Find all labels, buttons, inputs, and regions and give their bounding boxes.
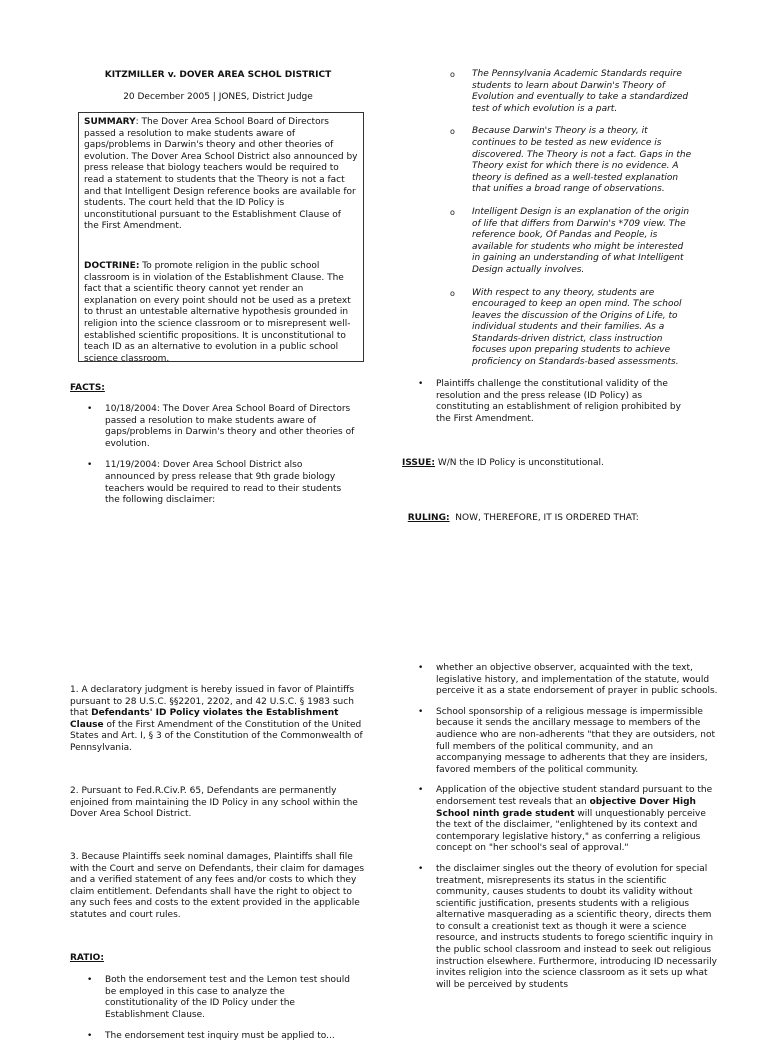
order-paragraph-2: 2. Pursuant to Fed.R.Civ.P. 65, Defendants are permanently enjoined from maintaining the ID Policy in any school within the Dover Area School District. <box>70 786 358 820</box>
doctrine-text: To promote religion in the public school classroom is in violation of the Establishment Clause. The fact that a scientific theory cannot yet render an explanation on every point should not be used as a pretext to thrust an untestable alternative hypothesis grounded in religion into the science classroom or to misrepresent well-established scientific propositions. It is unconstitutional to teach ID as an alternative to evolution in a public school science classroom. <box>84 260 351 364</box>
list-item: • whether an objective observer, acquainted with the text, legislative history, and implementation of the statute, would perceive it as a state endorsement of prayer in public schools. <box>418 663 718 697</box>
date-judge-line: 20 December 2005 | JONES, District Judge <box>123 92 313 102</box>
order-1-text-end: of the First Amendment of the Constitution of the United States and Art. I, § 3 of the Constitution of the Commonwealth of Pennsylvania. <box>70 719 363 753</box>
ruling-label: RULING: <box>407 512 450 523</box>
analysis-text: whether an objective observer, acquainted with the text, legislative history, and implementation of the statute, would perceive it as a state endorsement of prayer in public schools. <box>436 663 718 697</box>
doctrine-paragraph <box>84 261 358 365</box>
disclaimer-text: The Pennsylvania Academic Standards require students to learn about Darwin's Theory of Evolution and eventually to take a standardized test of which evolution is a part. <box>472 69 689 114</box>
challenge-list <box>418 379 698 425</box>
summary-label: SUMMARY <box>84 117 136 127</box>
ruling-text: NOW, THEREFORE, IT IS ORDERED THAT: <box>449 512 639 523</box>
analysis-text: Application of the objective student standard pursuant to the endorsement test reveals that an <box>436 785 713 807</box>
list-item: • 11/19/2004: Dover Area School District also announced by press release that 9th grade biology teachers would be required to read to their students the following disclaimer: <box>87 460 342 506</box>
list-item: o Intelligent Design is an explanation of the origin of life that differs from Darwin's *709 view. The reference book, Of Pandas and People, is available for students who might be interested in gaining an understanding of what Intelligent Design actually involves. <box>450 206 690 275</box>
list-item: • the disclaimer singles out the theory of evolution for special treatment, misrepresents its status in the scientific community, causes students to doubt its validity without scientific justification, presents students with a religious alternative masquerading as a scientific theory, directs them to consult a creationist text as though it were a science resource, and instructs students to forego scientific inquiry in the public school classroom and instead to seek out religious instruction elsewhere. Furthermore, introducing ID necessarily invites religion into the science classroom as it sets up what will be perceived by students <box>418 863 717 990</box>
ratio-text: The endorsement test inquiry must be applied to... <box>105 1031 335 1042</box>
list-item: o With respect to any theory, students are encouraged to keep an open mind. The school leaves the discussion of the Origins of Life, to individual students and their families. As a Standards-driven district, class instruction focuses upon preparing students to achieve proficiency on Standards-based assessments. <box>450 287 682 368</box>
disclaimer-text: With respect to any theory, students are encouraged to keep an open mind. The school leaves the discussion of the Origins of Life, to individual students and their families. As a Standards-driven district, class instruction focuses upon preparing students to achieve proficiency on Standards-based assessments. <box>472 287 682 368</box>
order-1-text: 1. A declaratory judgment is hereby issued in favor of Plaintiffs pursuant to 28 U.S.C. §§2201, 2202, and 42 U.S.C. § 1983 such that <box>70 685 355 719</box>
order-paragraph-3: 3. Because Plaintiffs seek nominal damages, Plaintiffs shall file with the Court and serve on Defendants, their claim for damages and a verified statement of any fees and/or costs to which they claim entitlement. Defendants shall have the right to object to any such fees and costs to the extent provided in the applicable statutes and court rules. <box>70 852 365 920</box>
ruling-line <box>402 501 722 524</box>
summary-text: : The Dover Area School Board of Directors passed a resolution to make students aware of gaps/problems in Darwin's theory and other theories of evolution. The Dover Area School District also announced by press release that biology teachers would be required to read a statement to students that the Theory is not a fact and that Intelligent Design reference books are available for students. The court held that the ID Policy is unconstitutional pursuant to the Establishment Clause of the First Amendment. <box>84 117 358 232</box>
disclaimer-text: Because Darwin's Theory is a theory, it continues to be tested as new evidence is discovered. The Theory is not a fact. Gaps in the Theory exist for which there is no evidence. A theory is defined as a well-tested explanation that unifies a broad range of observations. <box>472 126 692 195</box>
analysis-text: the disclaimer singles out the theory of evolution for special treatment, misrepresents its status in the scientific community, causes students to doubt its validity without scientific justification, presents students with a religious alternative masquerading as a scientific theory, directs them to consult a creationist text as though it were a science resource, and instructs students to forego scientific inquiry in the public school classroom and instead to seek out religious instruction elsewhere. Furthermore, introducing ID necessarily invites religion into the science classroom as it sets up what will be perceived by students <box>436 863 717 990</box>
list-item: • School sponsorship of a religious message is impermissible because it sends the ancillary message to members of the audience who are non-adherents "that they are outsiders, not full members of the political community, and an accompanying message to adherents that they are insiders, favored members of the political community. <box>418 706 715 775</box>
order-paragraph-1 <box>70 685 368 755</box>
issue-text: W/N the ID Policy is unconstitutional. <box>434 458 604 468</box>
list-item: • The endorsement test inquiry must be applied to... <box>87 1031 335 1042</box>
analysis-text: School sponsorship of a religious message is impermissible because it sends the ancillary message to members of the audience who are non-adherents "that they are outsiders, not full members of the political community, and an accompanying message to adherents that they are insiders, favored members of the political community. <box>436 706 715 775</box>
order-1-bold: Defendants' ID Policy violates the Establishment Clause <box>70 708 339 730</box>
summary-box <box>78 112 364 362</box>
summary-paragraph <box>84 117 358 233</box>
list-item: o The Pennsylvania Academic Standards require students to learn about Darwin's Theory of Evolution and eventually to take a standardized test of which evolution is a part. <box>450 69 689 114</box>
list-item: • Application of the objective student standard pursuant to the endorsement test reveals that an objective Dover High School ninth grade student will unquestionably perceive the text of the disclaimer, "enlightened by its context and contemporary legislative history," as conferring a religious concept on "her school's seal of approval." <box>418 785 713 854</box>
analysis-text-end: will unquestionably perceive the text of the disclaimer, "enlightened by its context and contemporary legislative history," as conferring a religious concept on "her school's seal of approval." <box>436 808 706 854</box>
analysis-list <box>418 663 720 991</box>
facts-list <box>87 404 355 507</box>
list-item: o Because Darwin's Theory is a theory, it continues to be tested as new evidence is discovered. The Theory is not a fact. Gaps in the Theory exist for which there is no evidence. A theory is defined as a well-tested explanation that unifies a broad range of observations. <box>450 126 692 195</box>
doctrine-label: DOCTRINE: <box>84 260 140 271</box>
disclaimer-list <box>450 69 694 369</box>
ratio-text: Both the endorsement test and the Lemon test should be employed in this case to analyze the constitutionality of the ID Policy under the Establishment Clause. <box>105 975 350 1020</box>
ratio-heading: RATIO: <box>70 953 104 963</box>
challenge-text: Plaintiffs challenge the constitutional validity of the resolution and the press release (ID Policy) as constituting an establishment of religion prohibited by the First Amendment. <box>436 379 681 424</box>
ratio-list <box>87 975 360 1043</box>
facts-heading: FACTS: <box>70 383 105 393</box>
list-item: • 10/18/2004: The Dover Area School Board of Directors passed a resolution to make students aware of gaps/problems in Darwin's theory and other theories of evolution. <box>87 404 355 449</box>
list-item: • Plaintiffs challenge the constitutional validity of the resolution and the press release (ID Policy) as constituting an establishment of religion prohibited by the First Amendment. <box>418 379 681 424</box>
document-title: KITZMILLER v. DOVER AREA SCHOL DISTRICT <box>104 70 332 80</box>
disclaimer-text: Intelligent Design is an explanation of the origin of life that differs from Darwin's *709 view. The reference book, Of Pandas and People, is available for students who might be interested in gaining an understanding of what Intelligent Design actually involves. <box>472 206 690 275</box>
fact-text: 10/18/2004: The Dover Area School Board of Directors passed a resolution to make students aware of gaps/problems in Darwin's theory and other theories of evolution. <box>105 404 355 449</box>
issue-label: ISSUE: <box>402 458 435 468</box>
fact-text: 11/19/2004: Dover Area School District also announced by press release that 9th grade biology teachers would be required to read to their students the following disclaimer: <box>105 460 342 506</box>
analysis-bold: objective Dover High School ninth grade student <box>436 796 696 819</box>
list-item: • Both the endorsement test and the Lemon test should be employed in this case to analyze the constitutionality of the ID Policy under the Establishment Clause. <box>87 975 350 1020</box>
issue-line <box>402 458 722 470</box>
